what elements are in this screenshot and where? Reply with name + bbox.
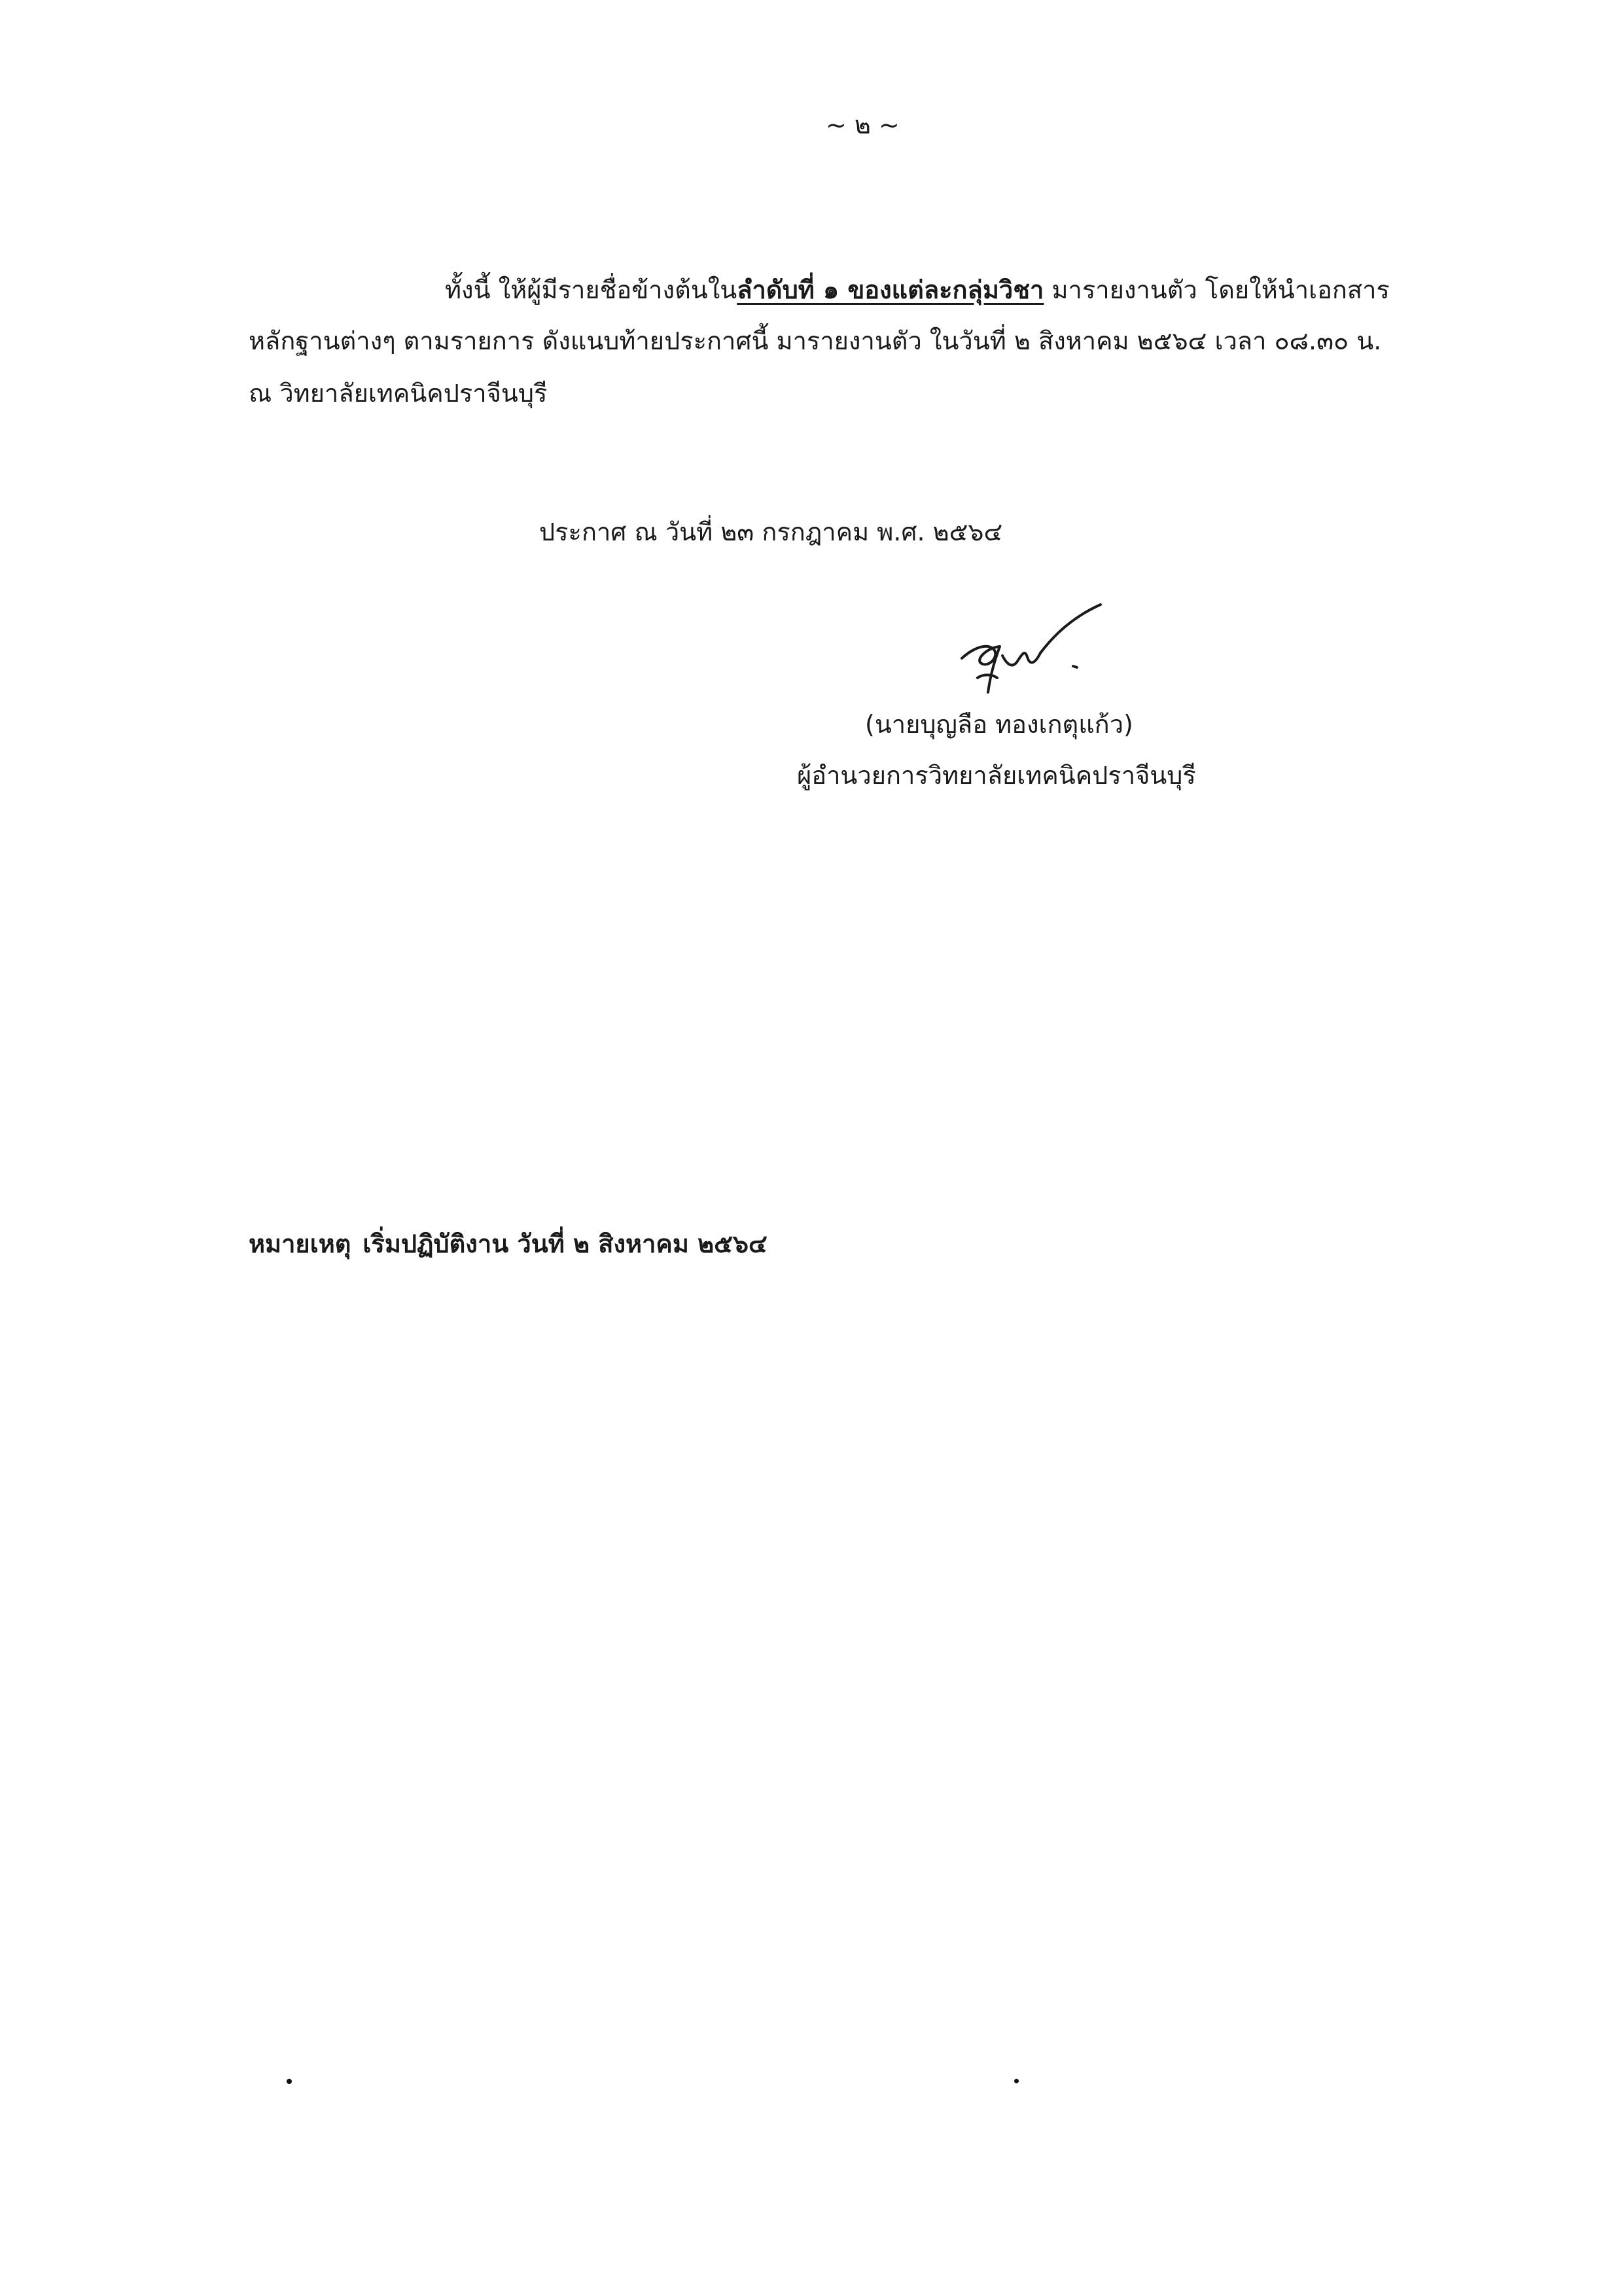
body-line-1-lead: ทั้งนี้ ให้ผู้มีรายชื่อข้างต้นใน — [445, 275, 737, 304]
remark-text: เริ่มปฏิบัติงาน วันที่ ๒ สิงหาคม ๒๕๖๔ — [362, 1229, 768, 1258]
scan-speck — [1014, 2079, 1019, 2083]
body-line-3: ณ วิทยาลัยเทคนิคปราจีนบุรี — [249, 379, 548, 408]
body-line-1-emphasis: ลำดับที่ ๑ ของแต่ละกลุ่มวิชา — [737, 275, 1044, 304]
body-line-1-tail: มารายงานตัว โดยให้นำเอกสาร — [1044, 275, 1390, 304]
signature-graphic — [949, 601, 1119, 712]
signer-name: (นายบุญลือ ทองเกตุแก้ว) — [865, 710, 1133, 739]
signer-title: ผู้อำนวยการวิทยาลัยเทคนิคปราจีนบุรี — [797, 761, 1196, 790]
page-number: ~ ๒ ~ — [826, 111, 900, 139]
announcement-date: ประกาศ ณ วันที่ ๒๓ กรกฎาคม พ.ศ. ๒๕๖๔ — [539, 518, 1003, 546]
body-line-1 — [445, 274, 1390, 306]
scan-speck — [287, 2079, 292, 2084]
body-line-2: หลักฐานต่างๆ ตามรายการ ดังแนบท้ายประกาศนี้ มารายงานตัว ในวันที่ ๒ สิงหาคม ๒๕๖๔ เวลา ๐๘.๓๐ น. — [249, 327, 1382, 355]
remark-label: หมายเหตุ — [249, 1229, 351, 1258]
remark — [249, 1227, 768, 1260]
